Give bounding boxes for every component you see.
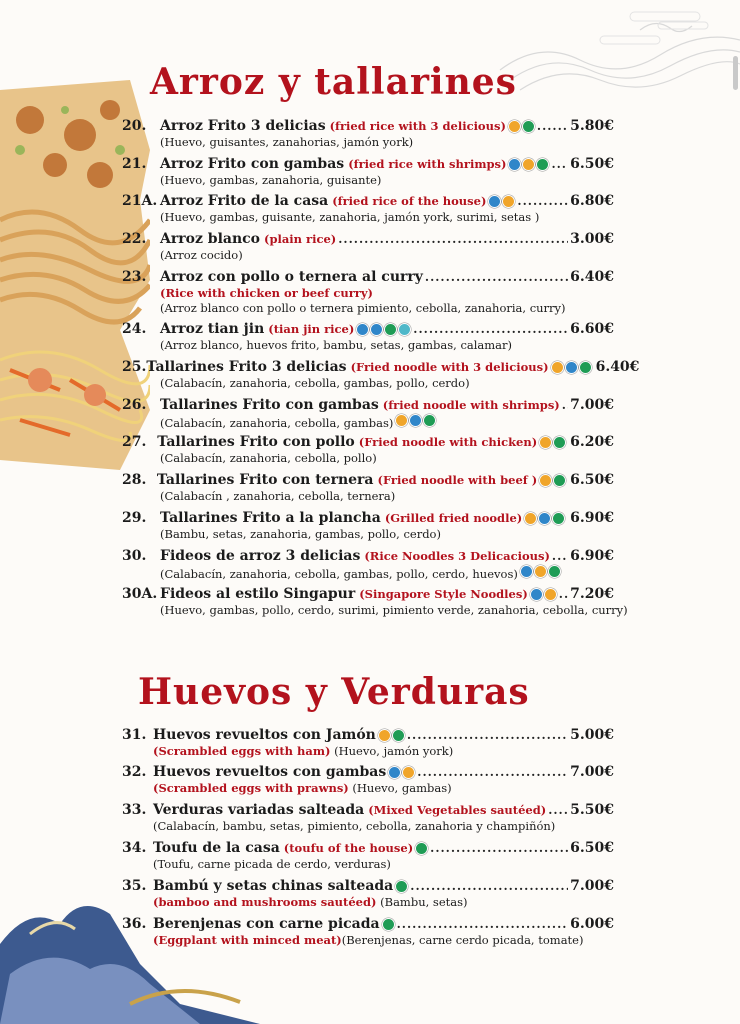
dot-leader: [407, 726, 568, 744]
item-name: Tallarines Frito 3 delicias: [146, 359, 347, 375]
allergen-icons: [378, 729, 405, 742]
menu-item-line: [122, 433, 614, 451]
item-english-name: (fried rice with shrimps): [348, 157, 507, 171]
item-price: 6.80€: [570, 193, 614, 209]
dot-leader: [567, 509, 568, 527]
dot-leader: [397, 915, 569, 933]
item-number: 27.: [122, 434, 147, 450]
item-name: Verduras variadas salteada: [153, 802, 365, 818]
allergen-icons: [524, 512, 565, 525]
green-allergen-icon: [536, 158, 549, 171]
item-description: (Huevo, jamón york): [330, 744, 454, 758]
item-english-name: (Rice with chicken or beef curry): [160, 286, 373, 300]
item-price: 7.00€: [570, 764, 614, 780]
green-allergen-icon: [395, 880, 408, 893]
item-description-line: [122, 565, 614, 582]
item-description-line: [122, 857, 614, 872]
menu-item: [122, 915, 614, 948]
dot-leader: [410, 877, 568, 895]
item-price: 6.50€: [570, 156, 614, 172]
item-name: Tallarines Frito con gambas: [160, 397, 379, 413]
green-allergen-icon: [382, 918, 395, 931]
item-subline: [122, 895, 614, 910]
allergen-icons: [539, 436, 566, 449]
orange-allergen-icon: [539, 474, 552, 487]
item-number: 21A.: [122, 193, 158, 209]
item-name: Arroz Frito con gambas: [160, 156, 345, 172]
dot-leader: [537, 117, 568, 135]
item-description: (Huevo, gambas, guisante, zanahoria, jamón york, surimi, setas ): [160, 210, 540, 224]
item-name: Fideos de arroz 3 delicias: [160, 548, 361, 564]
menu-item-line: [122, 801, 614, 819]
item-price: 7.00€: [570, 397, 614, 413]
blue-allergen-icon: [530, 588, 543, 601]
item-name: Huevos revueltos con Jamón: [153, 727, 376, 743]
item-name: Fideos al estilo Singapur: [160, 586, 356, 602]
item-name: Tallarines Frito con ternera: [156, 472, 374, 488]
menu-item-line: [122, 230, 614, 248]
dot-leader: [425, 268, 568, 286]
menu-item: [122, 471, 614, 504]
item-english-name: (Grilled fried noodle): [384, 511, 523, 525]
allergen-icons: [508, 158, 549, 171]
menu-item: [122, 396, 614, 431]
menu-item-line: [122, 839, 614, 857]
allergen-icons: [382, 918, 395, 931]
orange-allergen-icon: [544, 588, 557, 601]
menu-item-line: [122, 877, 614, 895]
item-number: 34.: [122, 840, 147, 856]
item-description-line: [122, 210, 614, 225]
item-price: 5.80€: [570, 118, 614, 134]
menu-item: [122, 585, 628, 618]
menu-item: [122, 320, 614, 353]
menu-item-line: [122, 268, 614, 286]
item-description-line: [122, 489, 614, 504]
item-description-line: [122, 248, 614, 263]
menu-item-line: [122, 155, 614, 173]
menu-item: [122, 877, 614, 910]
item-description: (Calabacín, zanahoria, cebolla, pollo): [160, 451, 377, 465]
orange-allergen-icon: [508, 120, 521, 133]
item-number: 22.: [122, 231, 147, 247]
item-name: Toufu de la casa: [153, 840, 280, 856]
item-description-line: [122, 527, 614, 542]
menu-item-line: [122, 358, 640, 376]
item-number: 23.: [122, 269, 147, 285]
item-english-name: (Fried noodle with beef ): [377, 473, 538, 487]
blue-allergen-icon: [538, 512, 551, 525]
item-description-line: [122, 338, 614, 353]
dot-leader: [559, 585, 568, 603]
item-name: Berenjenas con carne picada: [153, 916, 380, 932]
green-allergen-icon: [522, 120, 535, 133]
orange-allergen-icon: [502, 195, 515, 208]
menu-item-line: [122, 915, 614, 933]
menu-item-line: [122, 117, 614, 135]
item-subline: [122, 933, 614, 948]
item-name: Bambú y setas chinas salteada: [153, 878, 394, 894]
allergen-icons: [356, 323, 411, 336]
teal-allergen-icon: [398, 323, 411, 336]
blue-allergen-icon: [388, 766, 401, 779]
item-english-name: (toufu of the house): [283, 841, 414, 855]
menu-item: [122, 547, 614, 582]
item-description: (Arroz blanco, huevos frito, bambu, setas, gambas, calamar): [160, 338, 513, 352]
item-english-name: (fried rice with 3 delicious): [329, 119, 506, 133]
dot-leader: [338, 230, 568, 248]
menu-item: [122, 155, 614, 188]
item-price: 3.00€: [570, 231, 614, 247]
dot-leader: [517, 192, 568, 210]
orange-allergen-icon: [395, 414, 408, 427]
item-number: 24.: [122, 321, 147, 337]
scrollbar-thumb[interactable]: [733, 56, 738, 90]
orange-allergen-icon: [534, 565, 547, 578]
item-price: 5.50€: [570, 802, 614, 818]
item-english-name: (fried noodle with shrimps): [382, 398, 560, 412]
item-description: (Calabacín, zanahoria, cebolla, gambas, pollo, cerdo): [160, 376, 470, 390]
menu-item: [122, 358, 640, 391]
item-english-name: (Rice Noodles 3 Delicacious): [364, 549, 550, 563]
item-price: 6.90€: [570, 510, 614, 526]
allergen-icons: [415, 842, 428, 855]
item-price: 6.60€: [570, 321, 614, 337]
item-english-name: (bamboo and mushrooms sautéed): [153, 895, 377, 909]
blue-allergen-icon: [520, 565, 533, 578]
menu-item: [122, 230, 614, 263]
dot-leader: [551, 155, 568, 173]
item-english-name: (Scrambled eggs with ham): [153, 744, 331, 758]
item-description: (Arroz cocido): [160, 248, 243, 262]
menu-item-line: [122, 320, 614, 338]
item-price: 6.40€: [570, 269, 614, 285]
item-price: 7.20€: [570, 586, 614, 602]
item-description: (Berenjenas, carne cerdo picada, tomate): [341, 933, 584, 947]
menu-item-line: [122, 192, 614, 210]
item-description: (Calabacín , zanahoria, cebolla, ternera): [160, 489, 396, 503]
item-description: (Arroz blanco con pollo o ternera pimiento, cebolla, zanahoria, curry): [160, 301, 566, 315]
menu-item: [122, 509, 614, 542]
section-title-arroz: Arroz y tallarines: [150, 61, 517, 103]
item-name: Arroz blanco: [160, 231, 260, 247]
allergen-icons: [395, 414, 436, 427]
item-subline: [122, 781, 614, 796]
orange-allergen-icon: [402, 766, 415, 779]
green-allergen-icon: [423, 414, 436, 427]
item-description: (Toufu, carne picada de cerdo, verduras): [153, 857, 391, 871]
item-english-name: (Scrambled eggs with prawns): [153, 781, 349, 795]
allergen-icons: [530, 588, 557, 601]
item-description: (Bambu, setas, zanahoria, gambas, pollo, cerdo): [160, 527, 441, 541]
item-number: 25.: [122, 359, 147, 375]
allergen-icons: [520, 565, 561, 578]
dot-leader: [430, 839, 568, 857]
item-number: 28.: [122, 472, 147, 488]
dot-leader: [548, 801, 568, 819]
orange-allergen-icon: [522, 158, 535, 171]
item-number: 26.: [122, 397, 147, 413]
green-allergen-icon: [384, 323, 397, 336]
item-english-name: (plain rice): [264, 232, 337, 246]
item-description: (Huevo, gambas, zanahoria, guisante): [160, 173, 382, 187]
item-number: 21.: [122, 156, 147, 172]
item-price: 5.00€: [570, 727, 614, 743]
allergen-icons: [551, 361, 592, 374]
menu-item: [122, 192, 614, 225]
item-name: Arroz con pollo o ternera al curry: [160, 269, 423, 285]
green-allergen-icon: [548, 565, 561, 578]
item-description: (Huevo, gambas): [348, 781, 452, 795]
item-number: 30.: [122, 548, 147, 564]
green-allergen-icon: [552, 512, 565, 525]
blue-allergen-icon: [508, 158, 521, 171]
item-price: 6.50€: [570, 840, 614, 856]
item-description: (Calabacín, zanahoria, cebolla, gambas): [160, 416, 394, 430]
item-description-line: [122, 414, 614, 431]
item-name: Arroz tian jin: [160, 321, 265, 337]
allergen-icons: [388, 766, 415, 779]
item-price: 6.90€: [570, 548, 614, 564]
menu-item: [122, 839, 614, 872]
menu-item-line: [122, 547, 614, 565]
item-english-name: (Mixed Vegetables sautéed): [368, 803, 547, 817]
item-number: 29.: [122, 510, 147, 526]
green-allergen-icon: [553, 474, 566, 487]
item-number: 30A.: [122, 586, 158, 602]
item-english-name: (Singapore Style Noodles): [359, 587, 528, 601]
item-english-name: (Eggplant with minced meat): [153, 933, 342, 947]
menu-item: [122, 117, 614, 150]
item-price: 6.20€: [570, 434, 614, 450]
orange-allergen-icon: [524, 512, 537, 525]
item-name: Arroz Frito de la casa: [160, 193, 329, 209]
menu-item-line: [122, 763, 614, 781]
item-description: (Calabacín, zanahoria, cebolla, gambas, pollo, cerdo, huevos): [160, 567, 518, 581]
item-name: Huevos revueltos con gambas: [153, 764, 387, 780]
blue-allergen-icon: [565, 361, 578, 374]
item-number: 32.: [122, 764, 147, 780]
dot-leader: [413, 320, 568, 338]
item-english-name: (fried rice of the house): [332, 194, 487, 208]
item-number: 35.: [122, 878, 147, 894]
item-english-name: (Fried noodle with 3 delicious): [350, 360, 549, 374]
menu-item-line: [122, 509, 614, 527]
item-subline: [122, 744, 614, 759]
blue-allergen-icon: [409, 414, 422, 427]
section-title-huevos: Huevos y Verduras: [138, 671, 530, 713]
item-description-line: [122, 819, 614, 834]
green-allergen-icon: [415, 842, 428, 855]
menu-item: [122, 433, 614, 466]
orange-allergen-icon: [539, 436, 552, 449]
item-description-line: [122, 603, 628, 618]
item-description-line: [122, 173, 614, 188]
menu-item: [122, 763, 614, 796]
item-english-name: (Fried noodle with chicken): [358, 435, 538, 449]
item-description-line: [122, 135, 614, 150]
menu-item-line: [122, 396, 614, 414]
item-name: Tallarines Frito con pollo: [157, 434, 355, 450]
dot-leader: [552, 547, 568, 565]
menu-item-line: [122, 585, 614, 603]
allergen-icons: [488, 195, 515, 208]
menu-item-line: [122, 471, 614, 489]
green-allergen-icon: [579, 361, 592, 374]
item-price: 7.00€: [570, 878, 614, 894]
item-description: (Bambu, setas): [376, 895, 468, 909]
blue-allergen-icon: [370, 323, 383, 336]
item-description-line: [122, 376, 614, 391]
item-description: (Huevo, guisantes, zanahorias, jamón york): [160, 135, 414, 149]
blue-allergen-icon: [356, 323, 369, 336]
dot-leader: [562, 396, 568, 414]
item-name: Arroz Frito 3 delicias: [160, 118, 326, 134]
item-price: 6.00€: [570, 916, 614, 932]
item-description: (Calabacín, bambu, setas, pimiento, cebolla, zanahoria y champiñón): [153, 819, 556, 833]
dot-leader: [417, 763, 568, 781]
item-number: 31.: [122, 727, 147, 743]
orange-allergen-icon: [378, 729, 391, 742]
item-number: 36.: [122, 916, 147, 932]
item-description: (Huevo, gambas, pollo, cerdo, surimi, pimiento verde, zanahoria, cebolla, curry): [160, 603, 628, 617]
item-number: 20.: [122, 118, 147, 134]
menu-item: [122, 801, 614, 834]
orange-allergen-icon: [551, 361, 564, 374]
allergen-icons: [395, 880, 408, 893]
item-price: 6.50€: [570, 472, 614, 488]
item-english-name: (tian jin rice): [268, 322, 355, 336]
menu-item: [122, 268, 614, 316]
blue-allergen-icon: [488, 195, 501, 208]
item-price: 6.40€: [595, 359, 640, 375]
menu-item-line: [122, 726, 614, 744]
menu-item: [122, 726, 614, 759]
allergen-icons: [508, 120, 535, 133]
item-description-line: [122, 451, 614, 466]
allergen-icons: [539, 474, 566, 487]
item-number: 33.: [122, 802, 147, 818]
item-name: Tallarines Frito a la plancha: [160, 510, 381, 526]
green-allergen-icon: [392, 729, 405, 742]
item-subline: [122, 286, 614, 301]
wave-decoration: [480, 0, 740, 110]
green-allergen-icon: [553, 436, 566, 449]
